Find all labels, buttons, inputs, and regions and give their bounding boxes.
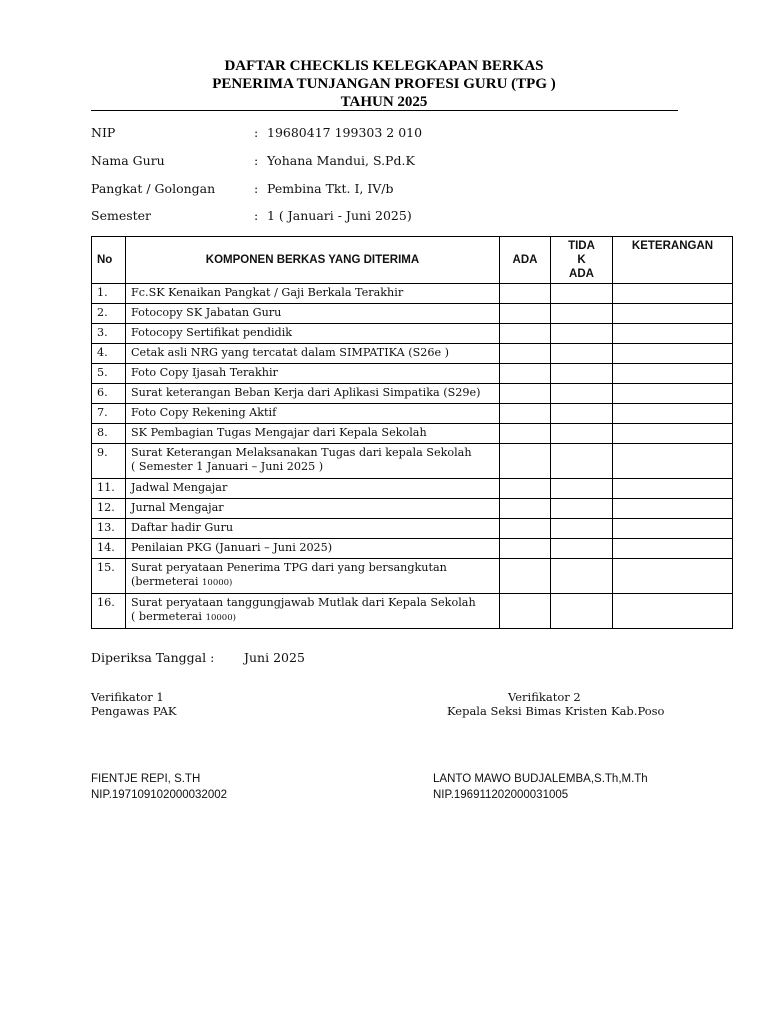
tidak-ada-cell[interactable] xyxy=(551,284,613,304)
keterangan-cell[interactable] xyxy=(613,424,733,444)
tidak-ada-cell[interactable] xyxy=(551,424,613,444)
row-component: Fotocopy SK Jabatan Guru xyxy=(126,304,500,324)
table-row xyxy=(92,324,733,344)
row-component-line-1: Surat peryataan tanggungjawab Mutlak dari Kepala Sekolah xyxy=(131,596,476,609)
row-component: Daftar hadir Guru xyxy=(126,519,500,539)
row-number: 13. xyxy=(92,519,126,539)
table-row xyxy=(92,594,733,629)
tidak-ada-cell[interactable] xyxy=(551,384,613,404)
verifikator-1-name: FIENTJE REPI, S.TH xyxy=(91,773,201,785)
ada-cell[interactable] xyxy=(500,404,551,424)
header-tidak-line-2: K xyxy=(577,254,586,266)
row-component xyxy=(126,444,500,479)
keterangan-cell[interactable] xyxy=(613,324,733,344)
table-row xyxy=(92,479,733,499)
info-value: Yohana Mandui, S.Pd.K xyxy=(267,153,415,168)
keterangan-cell[interactable] xyxy=(613,384,733,404)
row-component-line-1: Surat peryataan Penerima TPG dari yang bersangkutan xyxy=(131,561,447,574)
keterangan-cell[interactable] xyxy=(613,364,733,384)
info-label: NIP xyxy=(91,125,116,140)
title-line-3: TAHUN 2025 xyxy=(340,94,428,110)
row-component xyxy=(126,559,500,594)
info-label: Pangkat / Golongan xyxy=(91,181,216,196)
row-component: Surat keterangan Beban Kerja dari Aplikasi Simpatika (S29e) xyxy=(126,384,500,404)
tidak-ada-cell[interactable] xyxy=(551,324,613,344)
verifikator-1-title: Verifikator 1 xyxy=(91,690,164,704)
table-row xyxy=(92,499,733,519)
table-row xyxy=(92,424,733,444)
info-value: 19680417 199303 2 010 xyxy=(267,125,423,140)
info-label: Nama Guru xyxy=(91,153,165,168)
checked-date-value: Juni 2025 xyxy=(244,650,305,665)
ada-cell[interactable] xyxy=(500,424,551,444)
table-row xyxy=(92,384,733,404)
tidak-ada-cell[interactable] xyxy=(551,559,613,594)
row-component xyxy=(126,594,500,629)
row-number: 3. xyxy=(92,324,126,344)
verifikator-2-title: Verifikator 2 xyxy=(508,690,581,704)
ada-cell[interactable] xyxy=(500,519,551,539)
header-no: No xyxy=(92,237,126,284)
header-component: KOMPONEN BERKAS YANG DITERIMA xyxy=(126,237,500,284)
row-number: 1. xyxy=(92,284,126,304)
row-number: 11. xyxy=(92,479,126,499)
checked-date-label: Diperiksa Tanggal : xyxy=(91,650,215,665)
row-number: 8. xyxy=(92,424,126,444)
ada-cell[interactable] xyxy=(500,444,551,479)
verifikator-2-role: Kepala Seksi Bimas Kristen Kab.Poso xyxy=(447,704,665,718)
row-component: Cetak asli NRG yang tercatat dalam SIMPATIKA (S26e ) xyxy=(126,344,500,364)
verifikator-1-nip: NIP.197109102000032002 xyxy=(91,789,228,801)
keterangan-cell[interactable] xyxy=(613,539,733,559)
row-component: Foto Copy Rekening Aktif xyxy=(126,404,500,424)
keterangan-cell[interactable] xyxy=(613,519,733,539)
ada-cell[interactable] xyxy=(500,304,551,324)
ada-cell[interactable] xyxy=(500,344,551,364)
info-value: 1 ( Januari - Juni 2025) xyxy=(267,208,412,223)
verifikator-2-nip: NIP.196911202000031005 xyxy=(433,789,569,801)
table-row xyxy=(92,559,733,594)
ada-cell[interactable] xyxy=(500,324,551,344)
row-number: 16. xyxy=(92,594,126,629)
info-colon: : xyxy=(254,208,259,223)
meterai-value: 10000) xyxy=(202,578,233,588)
keterangan-cell[interactable] xyxy=(613,559,733,594)
table-row xyxy=(92,344,733,364)
keterangan-cell[interactable] xyxy=(613,304,733,324)
title-divider xyxy=(91,110,678,111)
ada-cell[interactable] xyxy=(500,384,551,404)
header-tidak-ada xyxy=(551,237,613,284)
row-component: Foto Copy Ijasah Terakhir xyxy=(126,364,500,384)
row-number: 15. xyxy=(92,559,126,594)
checklist-table xyxy=(91,236,733,629)
header-tidak-line-3: ADA xyxy=(569,268,594,280)
table-row xyxy=(92,364,733,384)
row-component-line-2: ( Semester 1 Januari – Juni 2025 ) xyxy=(131,460,324,473)
row-number: 5. xyxy=(92,364,126,384)
row-component: Penilaian PKG (Januari – Juni 2025) xyxy=(126,539,500,559)
row-component-line-2-text: (bermeterai xyxy=(131,575,202,588)
row-number: 6. xyxy=(92,384,126,404)
table-row xyxy=(92,539,733,559)
ada-cell[interactable] xyxy=(500,499,551,519)
row-component: Jadwal Mengajar xyxy=(126,479,500,499)
info-label: Semester xyxy=(91,208,152,223)
keterangan-cell[interactable] xyxy=(613,479,733,499)
tidak-ada-cell[interactable] xyxy=(551,539,613,559)
keterangan-cell[interactable] xyxy=(613,499,733,519)
tidak-ada-cell[interactable] xyxy=(551,479,613,499)
row-number: 4. xyxy=(92,344,126,364)
table-row xyxy=(92,444,733,479)
meterai-value: 10000) xyxy=(205,613,236,623)
ada-cell[interactable] xyxy=(500,594,551,629)
title-line-2: PENERIMA TUNJANGAN PROFESI GURU (TPG ) xyxy=(212,76,556,92)
row-number: 14. xyxy=(92,539,126,559)
row-component: Fc.SK Kenaikan Pangkat / Gaji Berkala Terakhir xyxy=(126,284,500,304)
row-number: 2. xyxy=(92,304,126,324)
table-row xyxy=(92,304,733,324)
table-row xyxy=(92,519,733,539)
keterangan-cell[interactable] xyxy=(613,284,733,304)
row-number: 7. xyxy=(92,404,126,424)
document-title xyxy=(90,57,678,111)
row-component-line-2 xyxy=(131,610,494,625)
row-number: 9. xyxy=(92,444,126,479)
header-keterangan: KETERANGAN xyxy=(613,237,733,284)
ada-cell[interactable] xyxy=(500,364,551,384)
tidak-ada-cell[interactable] xyxy=(551,364,613,384)
ada-cell[interactable] xyxy=(500,479,551,499)
row-number: 12. xyxy=(92,499,126,519)
row-component: Fotocopy Sertifikat pendidik xyxy=(126,324,500,344)
keterangan-cell[interactable] xyxy=(613,594,733,629)
info-value: Pembina Tkt. I, IV/b xyxy=(267,181,394,196)
ada-cell[interactable] xyxy=(500,539,551,559)
table-header-row xyxy=(92,237,733,284)
info-colon: : xyxy=(254,125,259,140)
tidak-ada-cell[interactable] xyxy=(551,344,613,364)
ada-cell[interactable] xyxy=(500,284,551,304)
row-component-line-2-text: ( bermeterai xyxy=(131,610,206,623)
header-tidak-line-1: TIDA xyxy=(568,240,595,252)
verifikator-1-role: Pengawas PAK xyxy=(91,704,177,718)
tidak-ada-cell[interactable] xyxy=(551,499,613,519)
row-component-line-2 xyxy=(131,575,494,590)
row-component: SK Pembagian Tugas Mengajar dari Kepala Sekolah xyxy=(126,424,500,444)
tidak-ada-cell[interactable] xyxy=(551,594,613,629)
verifikator-2-name: LANTO MAWO BUDJALEMBA,S.Th,M.Th xyxy=(433,773,648,785)
row-component-line-1: Surat Keterangan Melaksanakan Tugas dari kepala Sekolah xyxy=(131,446,472,459)
table-row xyxy=(92,404,733,424)
checked-date-line xyxy=(91,649,305,667)
tidak-ada-cell[interactable] xyxy=(551,519,613,539)
header-ada: ADA xyxy=(500,237,551,284)
info-colon: : xyxy=(254,181,259,196)
tidak-ada-cell[interactable] xyxy=(551,304,613,324)
tidak-ada-cell[interactable] xyxy=(551,404,613,424)
tidak-ada-cell[interactable] xyxy=(551,444,613,479)
table-row xyxy=(92,284,733,304)
keterangan-cell[interactable] xyxy=(613,344,733,364)
keterangan-cell[interactable] xyxy=(613,404,733,424)
row-component: Jurnal Mengajar xyxy=(126,499,500,519)
title-line-1: DAFTAR CHECKLIS KELEGKAPAN BERKAS xyxy=(224,58,544,74)
info-colon: : xyxy=(254,153,259,168)
keterangan-cell[interactable] xyxy=(613,444,733,479)
ada-cell[interactable] xyxy=(500,559,551,594)
